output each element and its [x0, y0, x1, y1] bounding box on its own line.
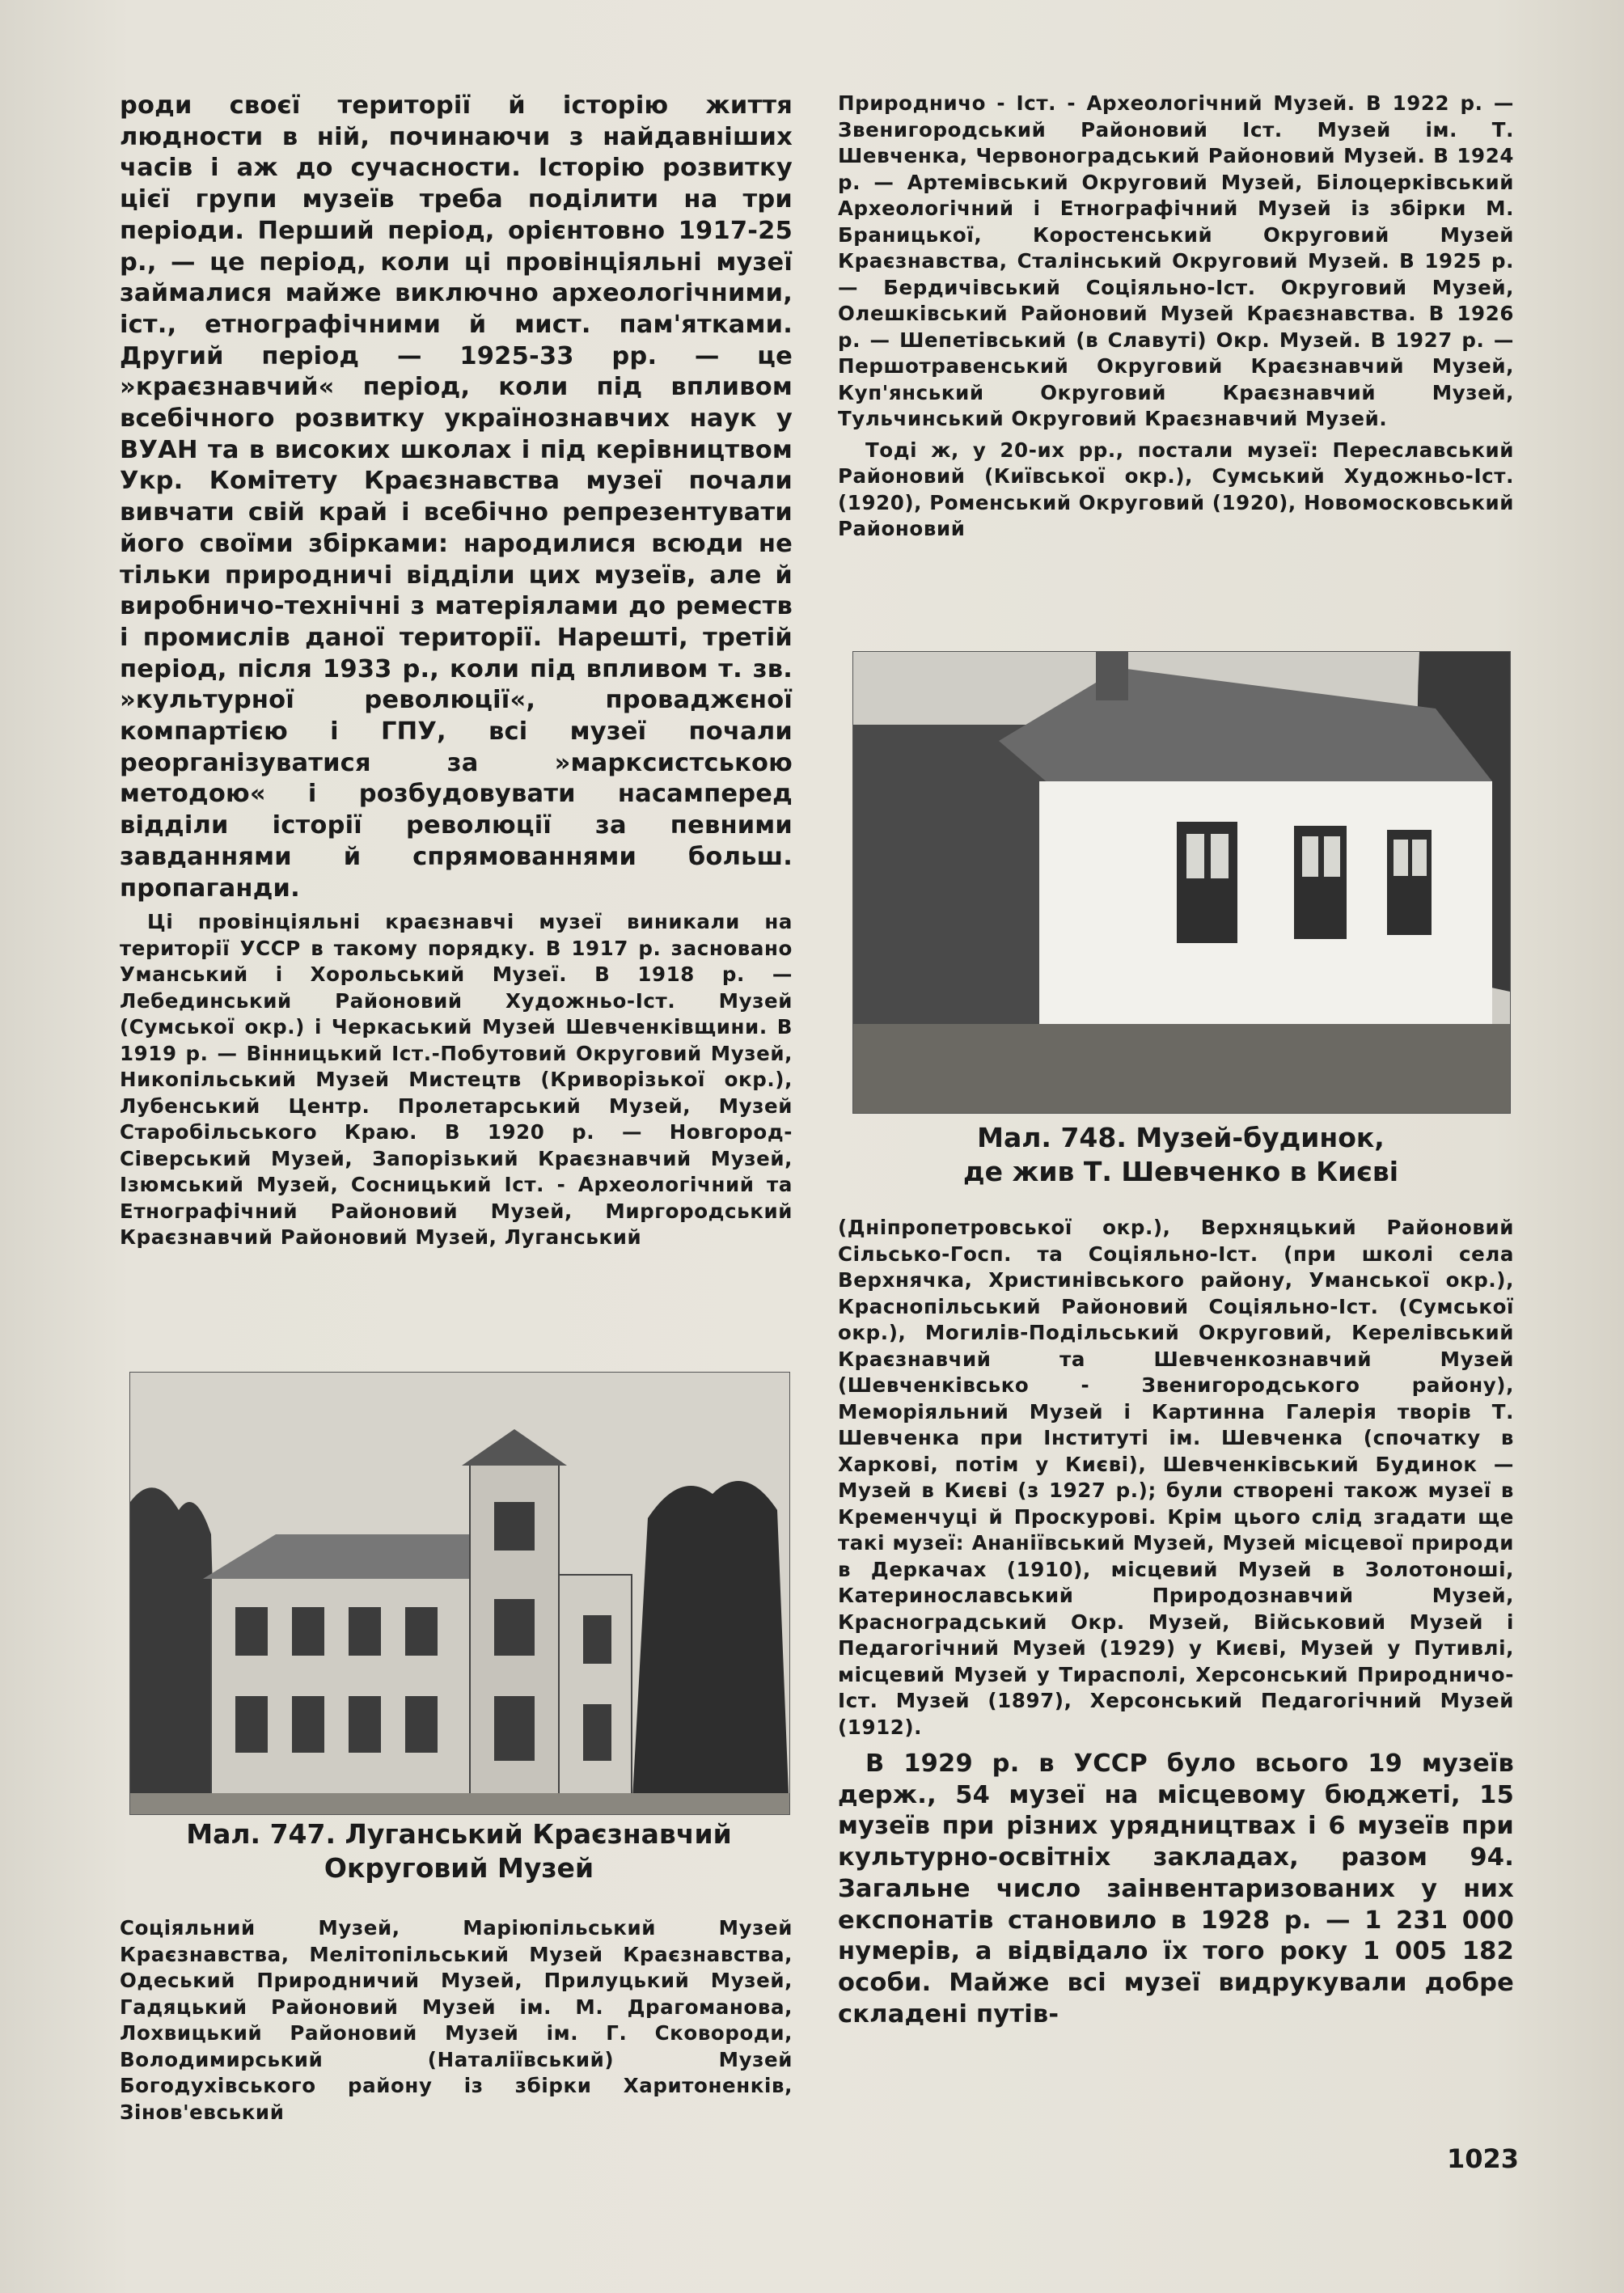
figure-747-photo	[129, 1372, 790, 1815]
left-column-bottom	[120, 1915, 793, 2126]
left-paragraph-1: роди своєї території й історію життя людности в ній, починаючи з найдавніших часів і аж до сучасности. Історію розвитку цієї групи музеїв треба поділити на три періоди. Перший період, орієнтовно 1917-25 р., — це період, коли ці провінціяльні музеї займалися майже виключно археологічними, іст., етнографічними й мист. пам'ятками. Другий період — 1925-33 рр. — це »краєзнавчий« період, коли під впливом всебічного розвитку українознавчих наук у ВУАН та в високих школах і під керівництвом Укр. Комітету Краєзнавства музеї почали вивчати свій край і всебічно репрезентувати його своїми збірками: народилися всюди не тільки природничі відділи цих музеїв, але й виробничо-технічні з матеріялами до реместв і промислів даної території. Нарешті, третій період, після 1933 р., коли під впливом т. зв. »культурної революції«, проваджєної компартією і ГПУ, всі музеї почали реорганізуватися за »марксистською методою« і розбудовувати насамперед відділи історії революції за певними завданнями й спрямованнями больш. пропаганди.	[120, 91, 793, 903]
figure-748-photo	[852, 651, 1511, 1114]
figure-747-caption-line2: Округовий Музей	[324, 1852, 594, 1884]
left-column	[120, 91, 793, 1251]
right-paragraph-3: (Дніпропетровської окр.), Верхняцький Районовий Сільсько-Госп. та Соціяльно-Іст. (при школі села Верхнячка, Христинівського району, Уманської окр.), Краснопільський Районовий Соціяльно-Іст. (Сумської окр.), Могилів-Подільський Округовий, Керелівський Краєзнавчий та Шевченкознавчий Музей (Шевченківсько - Звенигородського району), Меморіяльний Музей і Картинна Галерія творів Т. Шевченка при Інституті ім. Шевченка (спочатку в Харкові, потім у Києві), Шевченківський Будинок — Музей в Києві (з 1927 р.); були створені також музеї в Кременчуці й Проскурові. Крім цього слід згадати ще такі музеї: Ананіївський Музей, Музей місцевої природи в Деркачах (1910), місцевий Музей в Золотоноші, Катеринославський Природознавчий Музей, Красноградський Окр. Музей, Військовий Музей і Педагогічний Музей (1929) у Києві, Музей у Путивлі, місцевий Музей у Тирасполі, Херсонський Природничо-Іст. Музей (1897), Херсонський Педагогічний Музей (1912).	[838, 1216, 1514, 1739]
right-paragraph-2: Тоді ж, у 20-их рр., постали музеї: Переславський Районовий (Київської окр.), Сумський Художньо-Іст. (1920), Роменський Округовий (1920), Новомосковський Районовий	[838, 438, 1514, 540]
right-paragraph-4: В 1929 р. в УССР було всього 19 музеїв держ., 54 музеї на місцевому бюджеті, 15 музеїв при різних урядництвах і 6 музеїв при культурно-освітніх закладах, разом 94. Загальне число заінвентаризованих у них експонатів становило в 1928 р. — 1 231 000 нумерів, а відвідало їх того року 1 005 182 особи. Майже всі музеї видрукували добре складені путів-	[838, 1749, 1514, 2029]
house-illustration-748	[853, 652, 1510, 1113]
building-illustration-747	[130, 1373, 789, 1814]
figure-748-caption-line1: Мал. 748. Музей-будинок,	[977, 1122, 1385, 1153]
page-number: 1023	[1446, 2143, 1519, 2174]
figure-748-caption-line2: де жив Т. Шевченко в Києві	[962, 1156, 1399, 1187]
figure-748-caption	[852, 1121, 1509, 1189]
figure-747-caption-line1: Мал. 747. Луганський Краєзнавчий	[186, 1818, 732, 1850]
left-paragraph-3: Соціяльний Музей, Маріюпільський Музей Краєзнавства, Мелітопільський Музей Краєзнавства, Одеський Природничий Музей, Прилуцький Музей, Гадяцький Районовий Музей ім. М. Драгоманова, Лохвицький Районовий Музей ім. Г. Сковороди, Володимирський (Наталіївський) Музей Богодухівського району із збірки Харитоненків, Зінов'евський	[120, 1916, 793, 2124]
figure-747-caption	[129, 1817, 789, 1885]
right-column	[838, 91, 1514, 543]
right-paragraph-1: Природничо - Іст. - Археологічний Музей. В 1922 р. — Звенигородський Районовий Іст. Музей ім. Т. Шевченка, Червоноградський Районовий Музей. В 1924 р. — Артемівський Округовий Музей, Білоцерківський Археологічний і Етнографічний Музей із збірки М. Браницької, Коростенський Округовий Музей Краєзнавства, Сталінський Округовий Музей. В 1925 р. — Бердичівський Соціяльно-Іст. Округовий Музей, Олешківський Районовий Музей Краєзнавства. В 1926 р. — Шепетівський (в Славуті) Окр. Музей. В 1927 р. — Першотравенський Округовий Краєзнавчий Музей, Куп'янський Округовий Краєзнавчий Музей, Тульчинський Округовий Краєзнавчий Музей.	[838, 91, 1514, 430]
left-paragraph-2: Ці провінціяльні краєзнавчі музеї виникали на території УССР в такому порядку. В 1917 р. засновано Уманський і Хорольський Музеї. В 1918 р. — Лебединський Районовий Художньо-Іст. Музей (Сумської окр.) і Черкаський Музей Шевченківщини. В 1919 р. — Вінницький Іст.-Побутовий Округовий Музей, Никопільський Музей Мистецтв (Криворізької окр.), Лубенський Центр. Пролетарський Музей, Музей Старобільського Краю. В 1920 р. — Новгород-Сіверський Музей, Запорізький Краєзнавчий Музей, Ізюмський Музей, Сосницький Іст. - Археологічний та Етнографічний Районовий Музей, Миргородський Краєзнавчий Районовий Музей, Луганський	[120, 910, 793, 1250]
right-column-bottom	[838, 1215, 1514, 2030]
